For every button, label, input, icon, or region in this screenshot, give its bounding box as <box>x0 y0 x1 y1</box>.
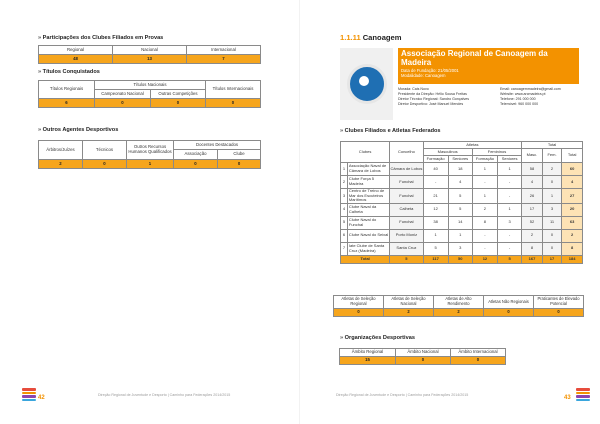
value-cell: 0 <box>396 357 451 365</box>
header-cell: Seniores <box>498 156 522 163</box>
value-cell: 0 <box>151 99 206 108</box>
association-card <box>340 48 579 120</box>
header-cell: Clube <box>218 150 261 160</box>
table-row <box>341 203 583 216</box>
header-cell: Âmbito Nacional <box>396 349 451 357</box>
value-cell: 3 <box>498 216 522 229</box>
header-cell: Títulos Nacionais <box>95 81 206 90</box>
value-cell: 1 <box>542 189 561 204</box>
table-row <box>341 216 583 229</box>
club-concelho: Câmara de Lobos <box>390 163 423 176</box>
header-cell: Fem. <box>542 149 561 163</box>
value-cell: - <box>498 229 522 242</box>
club-name: Clube Naval do Funchal <box>347 216 389 229</box>
header-cell: Internacional <box>187 46 261 55</box>
value-cell: 1 <box>498 203 522 216</box>
value-cell: 5 <box>448 189 472 204</box>
row-number: 4 <box>341 203 348 216</box>
row-number: 6 <box>341 229 348 242</box>
header-cell: Seniores <box>448 156 472 163</box>
outros-agentes-heading: » Outros Agentes Desportivos <box>38 127 119 133</box>
value-cell: 3 <box>448 242 472 255</box>
seal-icon <box>347 64 387 104</box>
info-line: Email: canoagemmadeira@gmail.com <box>500 87 561 91</box>
header-cell: Regional <box>39 46 113 55</box>
value-cell: - <box>472 176 497 189</box>
value-cell: 4 <box>562 176 583 189</box>
value-cell: 63 <box>562 216 583 229</box>
table-row <box>341 189 583 204</box>
value-cell: - <box>498 242 522 255</box>
value-cell: - <box>472 242 497 255</box>
value-cell: 12 <box>472 255 497 263</box>
participacoes-table <box>38 45 261 64</box>
info-line: Diretor Técnico Regional: Sandro Gonçalves <box>398 96 470 101</box>
value-cell: 5 <box>390 255 423 263</box>
header-cell: Outros Recursos Humanos Qualificados <box>127 141 174 160</box>
value-cell: 0 <box>542 242 561 255</box>
club-concelho: Calheta <box>390 203 423 216</box>
chapter-tab-icon <box>22 388 36 402</box>
info-line: Diretor Desportivo: José Manuel Mendes <box>398 101 464 106</box>
header-cell: Âmbito Internacional <box>451 349 506 357</box>
value-cell: 0 <box>484 309 534 317</box>
page-number: 43 <box>564 395 571 401</box>
info-line: Telefone: 291 000 000 <box>500 96 536 101</box>
header-cell: Clubes <box>341 142 390 163</box>
club-concelho: Santa Cruz <box>390 242 423 255</box>
clubes-table <box>340 141 583 264</box>
value-cell: 0 <box>334 309 384 317</box>
header-cell: Outras Competições <box>151 90 206 99</box>
value-cell: 58 <box>522 163 543 176</box>
value-cell: 1 <box>472 189 497 204</box>
value-cell: 167 <box>522 255 543 263</box>
value-cell: 0 <box>542 229 561 242</box>
page-footer: Direção Regional de Juventude e Desporto | Caminho para Federações 2014/2015 <box>98 393 231 397</box>
header-cell: Praticantes de Elevado Potencial <box>534 296 584 309</box>
header-cell: Títulos Regionais <box>39 81 95 99</box>
table-row <box>341 242 583 255</box>
club-rows <box>341 163 583 256</box>
value-cell: 8 <box>472 216 497 229</box>
association-name: Associação Regional de Canoagem da Madeira <box>401 49 548 67</box>
value-cell: 17 <box>522 203 543 216</box>
value-cell: 18 <box>448 163 472 176</box>
row-number: 2 <box>341 176 348 189</box>
header-cell: Campeonato Nacional <box>95 90 151 99</box>
club-concelho: Funchal <box>390 189 423 204</box>
header-cell: Masculinos <box>423 149 472 156</box>
organizacoes-table <box>339 348 506 365</box>
value-cell: - <box>498 189 522 204</box>
value-cell: 4 <box>448 176 472 189</box>
value-cell: 5 <box>423 242 448 255</box>
info-line: Website: www.arcmadeira.pt <box>500 91 546 96</box>
header-cell: Títulos Internacionais <box>206 81 261 99</box>
value-cell: 6 <box>39 99 95 108</box>
value-cell: 2 <box>542 163 561 176</box>
chapter-number: 1.1.11 <box>340 33 361 42</box>
page-footer: Direção Regional de Juventude e Desporto | Caminho para Federações 2014/2015 <box>336 393 469 397</box>
table-row <box>341 163 583 176</box>
header-cell: Atletas de Seleção Regional <box>334 296 384 309</box>
info-line: Presidente da Direção: Hélio Sousa Freitas <box>398 91 467 96</box>
club-name: Clube Naval do Seixal <box>347 229 389 242</box>
club-name: Centro de Treino de Mar dos Escuteiros Marítimos <box>347 189 389 204</box>
header-cell: Árbitros/Juízes <box>39 141 83 160</box>
header-cell: Concelho <box>390 142 423 163</box>
header-cell: Formação <box>423 156 448 163</box>
row-number: 3 <box>341 189 348 204</box>
header-cell: Atletas <box>423 142 522 149</box>
association-founded: Data de Fundação: 21/05/2001 <box>401 67 459 73</box>
value-cell: 15 <box>340 357 396 365</box>
table-row <box>341 176 583 189</box>
value-cell: 4 <box>522 176 543 189</box>
chapter-tab-icon <box>576 388 590 402</box>
participacoes-heading: » Participações dos Clubes Filiados em Provas <box>38 35 164 41</box>
outros-agentes-table <box>38 140 261 169</box>
value-cell: 48 <box>39 55 113 64</box>
value-cell: 0 <box>174 160 218 169</box>
header-cell: Atletas de Seleção Nacional <box>384 296 434 309</box>
value-cell: 1 <box>448 229 472 242</box>
value-cell: 1 <box>498 163 522 176</box>
association-info <box>398 86 579 120</box>
row-number: 1 <box>341 163 348 176</box>
page-number: 42 <box>38 395 45 401</box>
value-cell: 2 <box>384 309 434 317</box>
total-label: Total <box>341 255 390 263</box>
club-name: Associação Naval de Câmara de Lobos <box>347 163 389 176</box>
value-cell: 7 <box>187 55 261 64</box>
value-cell: 0 <box>95 99 151 108</box>
value-cell: 0 <box>83 160 127 169</box>
value-cell: 60 <box>562 163 583 176</box>
club-name: Clube Naval da Calheta <box>347 203 389 216</box>
header-cell: Atletas Não Regionais <box>484 296 534 309</box>
chapter-name: Canoagem <box>362 33 402 42</box>
value-cell: 1 <box>127 160 174 169</box>
value-cell: 1 <box>423 229 448 242</box>
value-cell: 2 <box>522 229 543 242</box>
value-cell: 13 <box>113 55 187 64</box>
header-cell: Técnicos <box>83 141 127 160</box>
value-cell: 38 <box>423 216 448 229</box>
value-cell: 2 <box>562 229 583 242</box>
clubes-heading: » Clubes Filiados e Atletas Federados <box>340 128 441 134</box>
selecao-table <box>333 295 584 317</box>
header-cell: Associação <box>174 150 218 160</box>
association-info-right <box>500 87 561 106</box>
value-cell: 3 <box>542 203 561 216</box>
header-cell: Masc. <box>522 149 543 163</box>
organizacoes-heading: » Organizações Desportivas <box>340 335 415 341</box>
value-cell: 14 <box>448 216 472 229</box>
value-cell: 2 <box>472 203 497 216</box>
header-cell: Âmbito Regional <box>340 349 396 357</box>
row-number: 5 <box>341 216 348 229</box>
value-cell: 21 <box>423 189 448 204</box>
header-cell: Femininos <box>472 149 521 156</box>
value-cell: 5 <box>448 203 472 216</box>
value-cell: 0 <box>206 99 261 108</box>
header-cell: Atletas de Alto Rendimento <box>434 296 484 309</box>
value-cell: 0 <box>542 176 561 189</box>
row-number: 7 <box>341 242 348 255</box>
value-cell: 11 <box>542 216 561 229</box>
association-title-box <box>398 48 579 84</box>
club-concelho: Funchal <box>390 216 423 229</box>
club-concelho: Funchal <box>390 176 423 189</box>
value-cell: 0 <box>218 160 261 169</box>
value-cell: 2 <box>39 160 83 169</box>
value-cell: 2 <box>434 309 484 317</box>
value-cell: 17 <box>542 255 561 263</box>
value-cell: 184 <box>562 255 583 263</box>
info-line: Telemóvel: 960 000 000 <box>500 101 539 106</box>
value-cell: 50 <box>448 255 472 263</box>
club-name: Clube Força 5 Madeira <box>347 176 389 189</box>
value-cell: - <box>498 176 522 189</box>
value-cell: 117 <box>423 255 448 263</box>
value-cell: 27 <box>562 189 583 204</box>
value-cell: 52 <box>522 216 543 229</box>
association-info-left <box>398 87 469 106</box>
value-cell: - <box>472 229 497 242</box>
value-cell: 12 <box>423 203 448 216</box>
club-name: Iate Clube de Santa Cruz (Madeira) <box>347 242 389 255</box>
value-cell: 1 <box>472 163 497 176</box>
chapter-title <box>340 33 402 42</box>
total-row <box>341 255 583 263</box>
value-cell: 0 <box>451 357 506 365</box>
value-cell: - <box>423 176 448 189</box>
value-cell: 8 <box>562 242 583 255</box>
info-line: Morada: Cais Novo <box>398 87 429 91</box>
titulos-heading: » Títulos Conquistados <box>38 69 100 75</box>
club-concelho: Porto Moniz <box>390 229 423 242</box>
header-cell: Total <box>522 142 583 149</box>
value-cell: 40 <box>423 163 448 176</box>
value-cell: 26 <box>522 189 543 204</box>
value-cell: 20 <box>562 203 583 216</box>
header-cell: Nacional <box>113 46 187 55</box>
value-cell: 8 <box>522 242 543 255</box>
value-cell: 0 <box>534 309 584 317</box>
value-cell: 5 <box>498 255 522 263</box>
titulos-table <box>38 80 261 108</box>
table-row <box>341 229 583 242</box>
header-cell: Formação <box>472 156 497 163</box>
header-cell: Total <box>562 149 583 163</box>
association-logo <box>340 48 393 120</box>
association-modality: Modalidade: Canoagem <box>401 72 446 78</box>
header-cell: Docentes Destacados <box>174 141 261 150</box>
